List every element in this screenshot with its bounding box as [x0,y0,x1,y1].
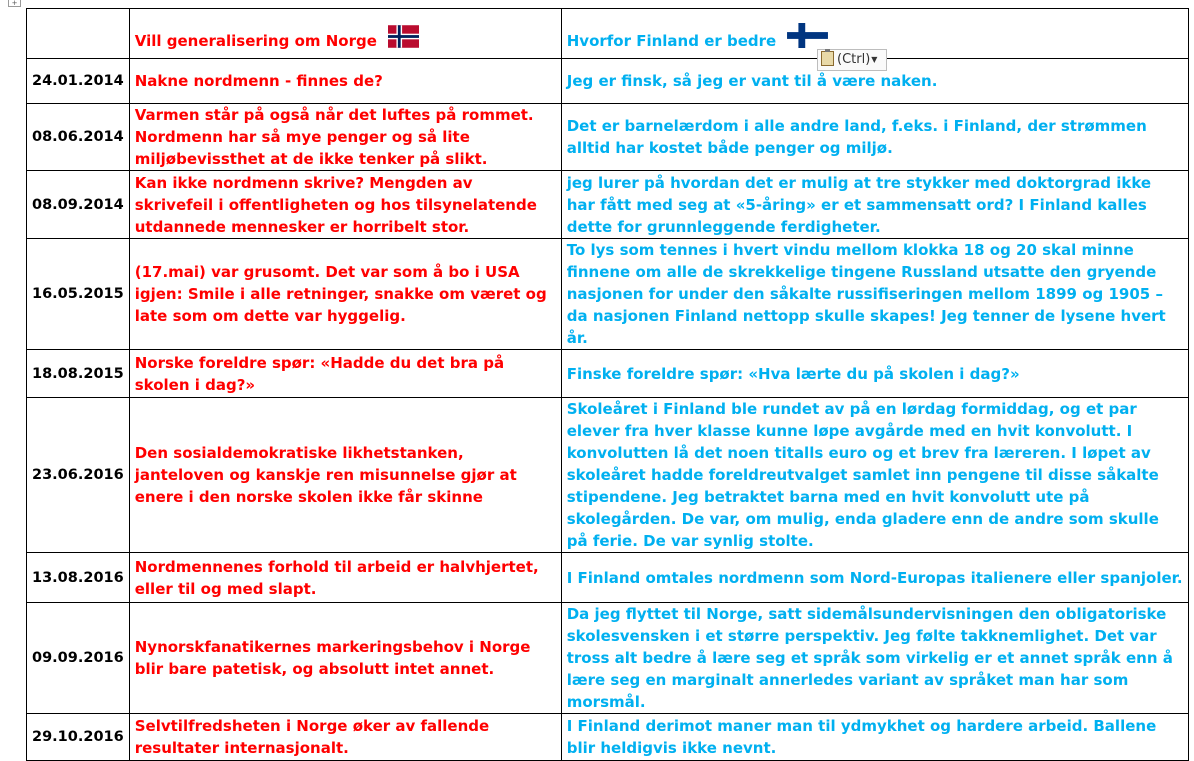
table-row [27,553,1189,603]
finland-column-title: Hvorfor Finland er bedre [566,32,777,50]
table-move-handle[interactable]: + [8,0,21,7]
norway-cell: Norske foreldre spør: «Hadde du det bra på skolen i dag?» [129,350,561,398]
norway-cell: (17.mai) var grusomt. Det var som å bo i USA igjen: Smile i alle retninger, snakke om været og late som om dette var hyggelig. [129,239,561,350]
finland-cell: Finske foreldre spør: «Hva lærte du på skolen i dag?» [561,350,1188,398]
paste-options-label: (Ctrl) [837,52,871,67]
norway-cell: Varmen står på også når det luftes på rommet. Nordmenn har så mye penger og så lite miljøbevissthet at de ikke tenker på slikt. [129,104,561,171]
table-row [27,104,1189,171]
dropdown-caret-icon: ▼ [871,55,878,64]
header-norway-cell [129,9,561,59]
finland-cell: Jeg er finsk, så jeg er vant til å være naken. [561,59,1188,104]
date-cell: 29.10.2016 [27,714,130,761]
norway-cell: Kan ikke nordmenn skrive? Mengden av skrivefeil i offentligheten og hos tilsynelatende utdannede mennesker er horribelt stor. [129,171,561,239]
date-cell: 09.09.2016 [27,603,130,714]
finland-flag-icon [787,23,828,48]
finland-cell: I Finland derimot maner man til ydmykhet og hardere arbeid. Ballene blir heldigvis ikke nevnt. [561,714,1188,761]
date-cell: 18.08.2015 [27,350,130,398]
date-cell: 13.08.2016 [27,553,130,603]
norway-cell: Selvtilfredsheten i Norge øker av fallende resultater internasjonalt. [129,714,561,761]
table-row [27,171,1189,239]
table-row [27,350,1189,398]
norway-column-title: Vill generalisering om Norge [134,32,377,50]
date-cell: 23.06.2016 [27,398,130,553]
table-row [27,603,1189,714]
finland-cell: I Finland omtales nordmenn som Nord-Europas italienere eller spanjoler. [561,553,1188,603]
table-row [27,239,1189,350]
clipboard-icon [821,51,834,66]
norway-cell: Nakne nordmenn - finnes de? [129,59,561,104]
date-cell: 08.09.2014 [27,171,130,239]
norway-cell: Nordmennenes forhold til arbeid er halvhjertet, eller til og med slapt. [129,553,561,603]
finland-cell: Da jeg flyttet til Norge, satt sidemålsundervisningen den obligatoriske skolesvensken i et større perspektiv. Jeg følte takknemlighet. Det var tross alt bedre å lære seg et språk som virkelig er et annet språk enn å lære seg en marginalt annerledes variant av språket man har som morsmål. [561,603,1188,714]
table-row [27,398,1189,553]
date-cell: 16.05.2015 [27,239,130,350]
finland-cell: Skoleåret i Finland ble rundet av på en lørdag formiddag, og et par elever fra hver klasse kunne løpe avgårde med en hvit konvolutt. I konvolutten lå det noen titalls euro og et brev fra læreren. I løpet av skoleåret hadde foreldreutvalget samlet inn pengene til disse såkalte stipendene. Jeg betraktet barna med en hvit konvolutt ute på skolegården. De var, om mulig, enda gladere enn de andre som skulle på ferie. De var synlig stolte. [561,398,1188,553]
finland-cell: Det er barnelærdom i alle andre land, f.eks. i Finland, der strømmen alltid har kostet både penger og miljø. [561,104,1188,171]
date-cell: 24.01.2014 [27,59,130,104]
norway-flag-icon [388,25,419,48]
table-row [27,714,1189,761]
paste-options-button[interactable] [817,49,887,71]
header-row [27,9,1189,59]
finland-cell: To lys som tennes i hvert vindu mellom klokka 18 og 20 skal minne finnene om alle de skrekkelige tingene Russland utsatte den gryende nasjonen for under den såkalte russifiseringen mellom 1899 og 1905 – da nasjonen Finland nettopp skulle skapes! Jeg tenner de lysene hvert år. [561,239,1188,350]
date-cell: 08.06.2014 [27,104,130,171]
table-row [27,59,1189,104]
norway-cell: Den sosialdemokratiske likhetstanken, janteloven og kanskje ren misunnelse gjør at enere i den norske skolen ikke får skinne [129,398,561,553]
header-date-cell [27,9,130,59]
finland-cell: jeg lurer på hvordan det er mulig at tre stykker med doktorgrad ikke har fått med seg at «5-åring» er et sammensatt ord? I Finland kalles dette for grunnleggende ferdigheter. [561,171,1188,239]
norway-cell: Nynorskfanatikernes markeringsbehov i Norge blir bare patetisk, og absolutt intet annet. [129,603,561,714]
comparison-table [26,8,1189,761]
